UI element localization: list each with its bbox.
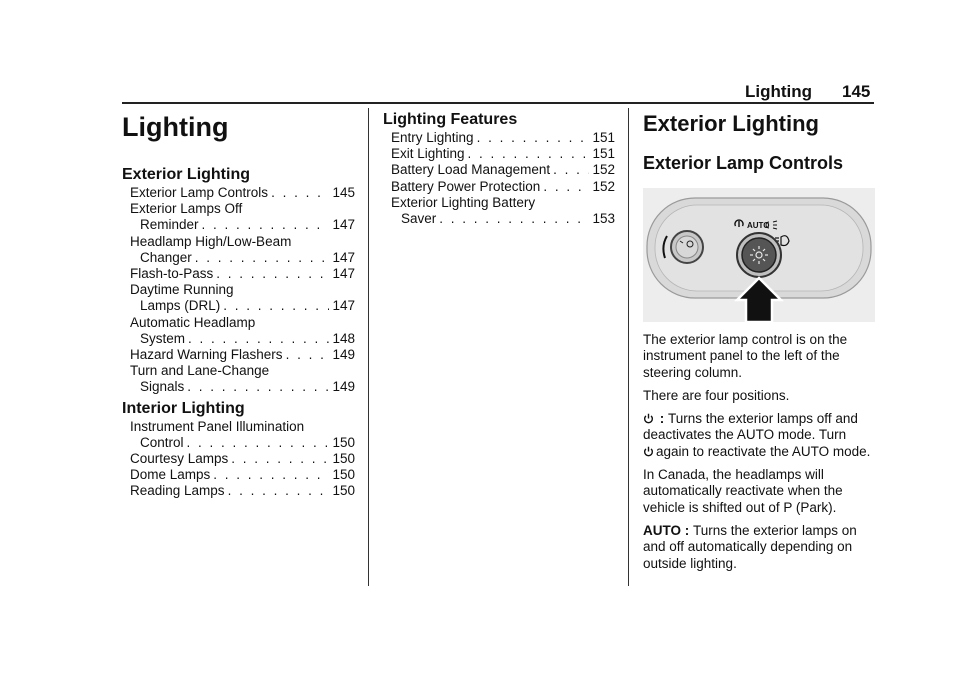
- toc-entry-title: Changer: [140, 249, 192, 265]
- toc-entry-line: [130, 451, 355, 467]
- toc-page-number: 151: [592, 146, 615, 162]
- toc-entry-title: Control: [140, 434, 184, 450]
- toc-entry[interactable]: [383, 179, 615, 195]
- toc-page-number: 147: [332, 249, 355, 265]
- toc-page-number: 150: [332, 467, 355, 483]
- toc-entry-title: Reminder: [140, 217, 199, 233]
- toc-entry[interactable]: [122, 201, 355, 233]
- toc-entry[interactable]: [122, 419, 355, 451]
- toc-groups: [122, 165, 355, 500]
- toc-dot-leader: [223, 298, 329, 314]
- toc-entry-line: [130, 315, 355, 331]
- toc-entry[interactable]: [122, 234, 355, 266]
- chapter-title: Lighting: [122, 112, 229, 142]
- toc-entry-title: Entry Lighting: [391, 130, 474, 145]
- toc-entry[interactable]: [122, 282, 355, 314]
- toc-entry-line: [130, 201, 355, 217]
- toc-entry-title: Exterior Lamps Off: [130, 201, 243, 217]
- toc-column-2: [383, 108, 615, 227]
- toc-entry-title: Lamps (DRL): [140, 298, 221, 314]
- toc-dot-leader: [439, 211, 589, 227]
- toc-page-number: 150: [332, 483, 355, 499]
- toc-entry-title: Flash-to-Pass: [130, 266, 214, 282]
- toc-entry-title: Turn and Lane-Change: [130, 363, 270, 379]
- toc-entry[interactable]: [383, 195, 615, 227]
- canada-note-paragraph: In Canada, the headlamps will automatically reactivate when the vehicle is shifted out of P (Park).: [643, 467, 843, 515]
- toc-entry-title: Battery Power Protection: [391, 178, 541, 194]
- dimmer-wheel-face: [676, 236, 698, 258]
- toc-entry-line: [130, 379, 355, 395]
- toc-groups: [383, 110, 615, 227]
- toc-entry-list: [122, 419, 355, 500]
- toc-group-heading: Exterior Lighting: [122, 166, 250, 183]
- toc-page-number: 153: [592, 211, 615, 227]
- toc-page-number: 150: [332, 451, 355, 467]
- toc-entry-title: Saver: [401, 211, 437, 227]
- toc-dot-leader: [187, 379, 329, 395]
- toc-dot-leader: [187, 435, 330, 451]
- toc-entry-line: [130, 363, 355, 379]
- toc-page-number: 145: [332, 185, 355, 200]
- toc-entry-line: [130, 331, 355, 347]
- toc-entry[interactable]: [122, 266, 355, 282]
- toc-dot-leader: [543, 179, 589, 195]
- toc-entry-title: Hazard Warning Flashers: [130, 347, 283, 363]
- toc-entry-line: [391, 146, 615, 162]
- toc-entry[interactable]: [122, 467, 355, 483]
- toc-page-number: 150: [332, 434, 355, 450]
- toc-entry-line: [130, 266, 355, 282]
- toc-entry[interactable]: [383, 130, 615, 146]
- toc-page-number: 149: [332, 379, 355, 395]
- toc-dot-leader: [477, 130, 590, 146]
- header-rule: [122, 102, 874, 104]
- subsection-title: Exterior Lamp Controls: [643, 153, 844, 173]
- toc-entry-title: Exit Lighting: [391, 146, 465, 162]
- toc-entry-line: [130, 347, 355, 363]
- toc-group-heading: Lighting Features: [383, 111, 518, 128]
- toc-entry-line: [391, 162, 615, 178]
- toc-dot-leader: [271, 185, 329, 201]
- toc-entry-list: [383, 130, 615, 227]
- toc-page-number: 147: [332, 298, 355, 314]
- toc-dot-leader: [213, 467, 329, 483]
- toc-entry-line: [130, 419, 355, 435]
- intro-paragraph: The exterior lamp control is on the instrument panel to the left of the steering column.: [643, 332, 848, 380]
- column-rule: [628, 108, 629, 586]
- toc-dot-leader: [202, 217, 330, 233]
- toc-entry-title: Battery Load Management: [391, 162, 551, 178]
- toc-page-number: 152: [592, 178, 615, 194]
- toc-entry-title: System: [140, 330, 186, 346]
- toc-entry-line: [130, 234, 355, 250]
- power-icon: [643, 446, 654, 457]
- toc-entry-line: [130, 217, 355, 233]
- toc-entry-title: Headlamp High/Low-Beam: [130, 233, 292, 249]
- column-rule: [368, 108, 369, 586]
- off-position-paragraph: [643, 411, 875, 460]
- toc-page-number: 147: [332, 217, 355, 233]
- toc-entry[interactable]: [122, 363, 355, 395]
- off-position-text-2: again to reactivate the AUTO mode.: [656, 443, 871, 459]
- toc-page-number: 147: [332, 266, 355, 282]
- toc-entry-title: Dome Lamps: [130, 467, 211, 483]
- toc-entry-line: [391, 130, 615, 146]
- toc-page-number: 149: [332, 347, 355, 363]
- toc-entry-line: [130, 282, 355, 298]
- off-position-text: Turns the exterior lamps off and deactivates the AUTO mode. Turn: [643, 411, 858, 443]
- toc-page-number: 148: [332, 330, 355, 346]
- knob-center: [742, 238, 776, 272]
- toc-entry-line: [130, 298, 355, 314]
- toc-entry[interactable]: [122, 451, 355, 467]
- toc-group-heading: Interior Lighting: [122, 399, 245, 417]
- auto-position-text: Turns the exterior lamps on and off automatically depending on outside lighting.: [643, 522, 857, 571]
- lamp-control-illustration: [643, 188, 875, 322]
- toc-dot-leader: [188, 331, 329, 347]
- off-label-separator: :: [656, 411, 668, 427]
- toc-entry[interactable]: [383, 162, 615, 178]
- toc-entry-title: Courtesy Lamps: [130, 451, 229, 467]
- toc-dot-leader: [286, 347, 330, 363]
- header-page-number: 145: [842, 82, 871, 101]
- toc-dot-leader: [195, 250, 330, 266]
- auto-label: AUTO: [747, 221, 770, 230]
- toc-column-1: [122, 108, 355, 500]
- toc-dot-leader: [553, 162, 589, 178]
- toc-entry-title: Instrument Panel Illumination: [130, 418, 305, 434]
- toc-page-number: 151: [592, 130, 615, 145]
- toc-entry-title: Signals: [140, 379, 185, 395]
- content-column: [643, 108, 875, 572]
- header-section-title: Lighting: [745, 82, 813, 101]
- toc-entry-line: [130, 185, 355, 201]
- toc-entry-line: [391, 179, 615, 195]
- toc-entry-line: [391, 195, 615, 211]
- toc-page-number: 152: [592, 162, 615, 178]
- toc-entry-title: Daytime Running: [130, 282, 234, 298]
- toc-entry[interactable]: [122, 185, 355, 201]
- toc-entry[interactable]: [383, 146, 615, 162]
- toc-entry[interactable]: [122, 315, 355, 347]
- toc-dot-leader: [468, 146, 590, 162]
- exterior-lamp-control-figure: [643, 188, 875, 322]
- toc-dot-leader: [231, 451, 329, 467]
- toc-dot-leader: [228, 483, 330, 499]
- toc-entry[interactable]: [122, 483, 355, 499]
- toc-dot-leader: [216, 266, 329, 282]
- toc-entry-title: Exterior Lamp Controls: [130, 185, 269, 200]
- section-title: Exterior Lighting: [643, 111, 819, 136]
- positions-paragraph: There are four positions.: [643, 387, 790, 403]
- toc-entry-list: [122, 185, 355, 396]
- toc-entry-title: Automatic Headlamp: [130, 314, 256, 330]
- auto-position-paragraph: [643, 523, 875, 572]
- toc-entry-line: [130, 435, 355, 451]
- auto-position-label: AUTO :: [643, 522, 693, 538]
- toc-entry[interactable]: [122, 347, 355, 363]
- toc-entry-line: [130, 483, 355, 499]
- toc-entry-line: [130, 250, 355, 266]
- toc-entry-line: [391, 211, 615, 227]
- power-icon: [643, 413, 654, 424]
- toc-entry-title: Reading Lamps: [130, 483, 225, 499]
- toc-entry-title: Exterior Lighting Battery: [391, 194, 536, 210]
- toc-entry-line: [130, 467, 355, 483]
- off-position-label: [643, 411, 668, 426]
